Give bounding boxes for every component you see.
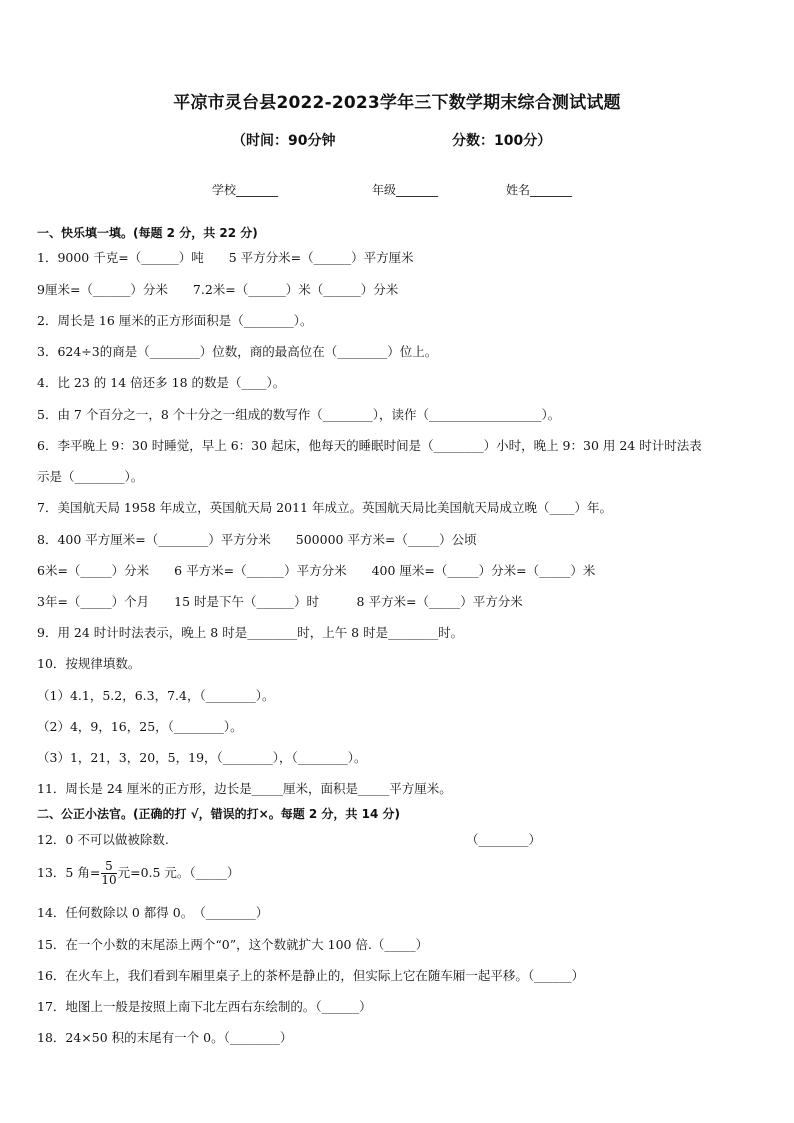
section-1-heading: 一、快乐填一填。(每题 2 分，共 22 分): [37, 226, 258, 240]
question-line: 16．在火车上，我们看到车厢里桌子上的茶杯是静止的，但实际上它在随车厢一起平移。（______）: [37, 968, 585, 983]
question-line: 5．由 7 个百分之一，8 个十分之一组成的数写作（________），读作（__________________）。: [37, 407, 561, 422]
question-line: 示是（________）。: [37, 469, 144, 484]
question-line: 15．在一个小数的末尾添上两个“0”，这个数就扩大 100 倍.（_____）: [37, 937, 429, 952]
question-line: 14．任何数除以 0 都得 0。 （________）: [37, 905, 269, 920]
question-line-13: [37, 860, 239, 887]
page-title: 平凉市灵台县2022-2023学年三下数学期末综合测试试题: [173, 93, 621, 113]
section-2-heading: 二、公正小法官。(正确的打 √，错误的打×。每题 2 分，共 14 分): [37, 807, 400, 821]
question-line: （2）4，9，16，25，（________）。: [37, 719, 243, 734]
question-line: 1．9000 千克=（______）吨 5 平方分米=（______）平方厘米: [37, 250, 414, 265]
question-line: 4．比 23 的 14 倍还多 18 的数是（____）。: [37, 375, 286, 390]
question-line: 3年=（_____）个月 15 时是下午（______）时 8 平方米=（_____）平方分米: [37, 594, 523, 609]
question-line: 7．美国航天局 1958 年成立，英国航天局 2011 年成立。英国航天局比美国航天局成立晚（____）年。: [37, 500, 612, 515]
question-line: 18．24×50 积的末尾有一个 0。（________）: [37, 1030, 293, 1045]
question-line: 10．按规律填数。: [37, 656, 141, 671]
question-line: 2．周长是 16 厘米的正方形面积是（________）。: [37, 313, 313, 328]
fraction-numerator: 5: [101, 860, 116, 874]
question-line: 9厘米=（______）分米 7.2米=（______）米（______）分米: [37, 282, 399, 297]
question-line: 12．0 不可以做被除数.: [37, 832, 169, 847]
q13-suffix: 元=0.5 元。（_____）: [117, 865, 240, 880]
grade-field: 年级_______: [372, 183, 439, 197]
fraction-denominator: 10: [101, 873, 117, 887]
question-line: 8．400 平方厘米=（________）平方分米 500000 平方米=（_____）公顷: [37, 532, 477, 547]
question-line: 17．地图上一般是按照上南下北左西右东绘制的。（______）: [37, 999, 372, 1014]
question-line: 3．624÷3的商是（________）位数，商的最高位在（________）位上。: [37, 344, 438, 359]
question-line: 6米=（_____）分米 6 平方米=（______）平方分米 400 厘米=（_____）分米=（_____）米: [37, 563, 596, 578]
question-line: 9．用 24 时计时法表示，晚上 8 时是________时，上午 8 时是________时。: [37, 625, 464, 640]
question-line: （3）1，21，3，20，5，19，（________），（________）。: [37, 750, 367, 765]
question-line: （1）4.1，5.2，6.3，7.4，（________）。: [37, 688, 275, 703]
q13-prefix: 13．5 角=: [37, 865, 101, 880]
exam-time: （时间：90分钟: [232, 133, 336, 149]
answer-blank: （________）: [466, 832, 542, 847]
question-line: 6．李平晚上 9：30 时睡觉，早上 6：30 起床，他每天的睡眠时间是（________）小时，晚上 9：30 用 24 时计时法表: [37, 438, 702, 453]
name-field: 姓名_______: [506, 183, 573, 197]
exam-score: 分数：100分）: [452, 133, 552, 149]
question-line: 11．周长是 24 厘米的正方形，边长是_____厘米，面积是_____平方厘米。: [37, 781, 452, 796]
school-field: 学校_______: [212, 183, 279, 197]
fraction: [101, 860, 116, 887]
